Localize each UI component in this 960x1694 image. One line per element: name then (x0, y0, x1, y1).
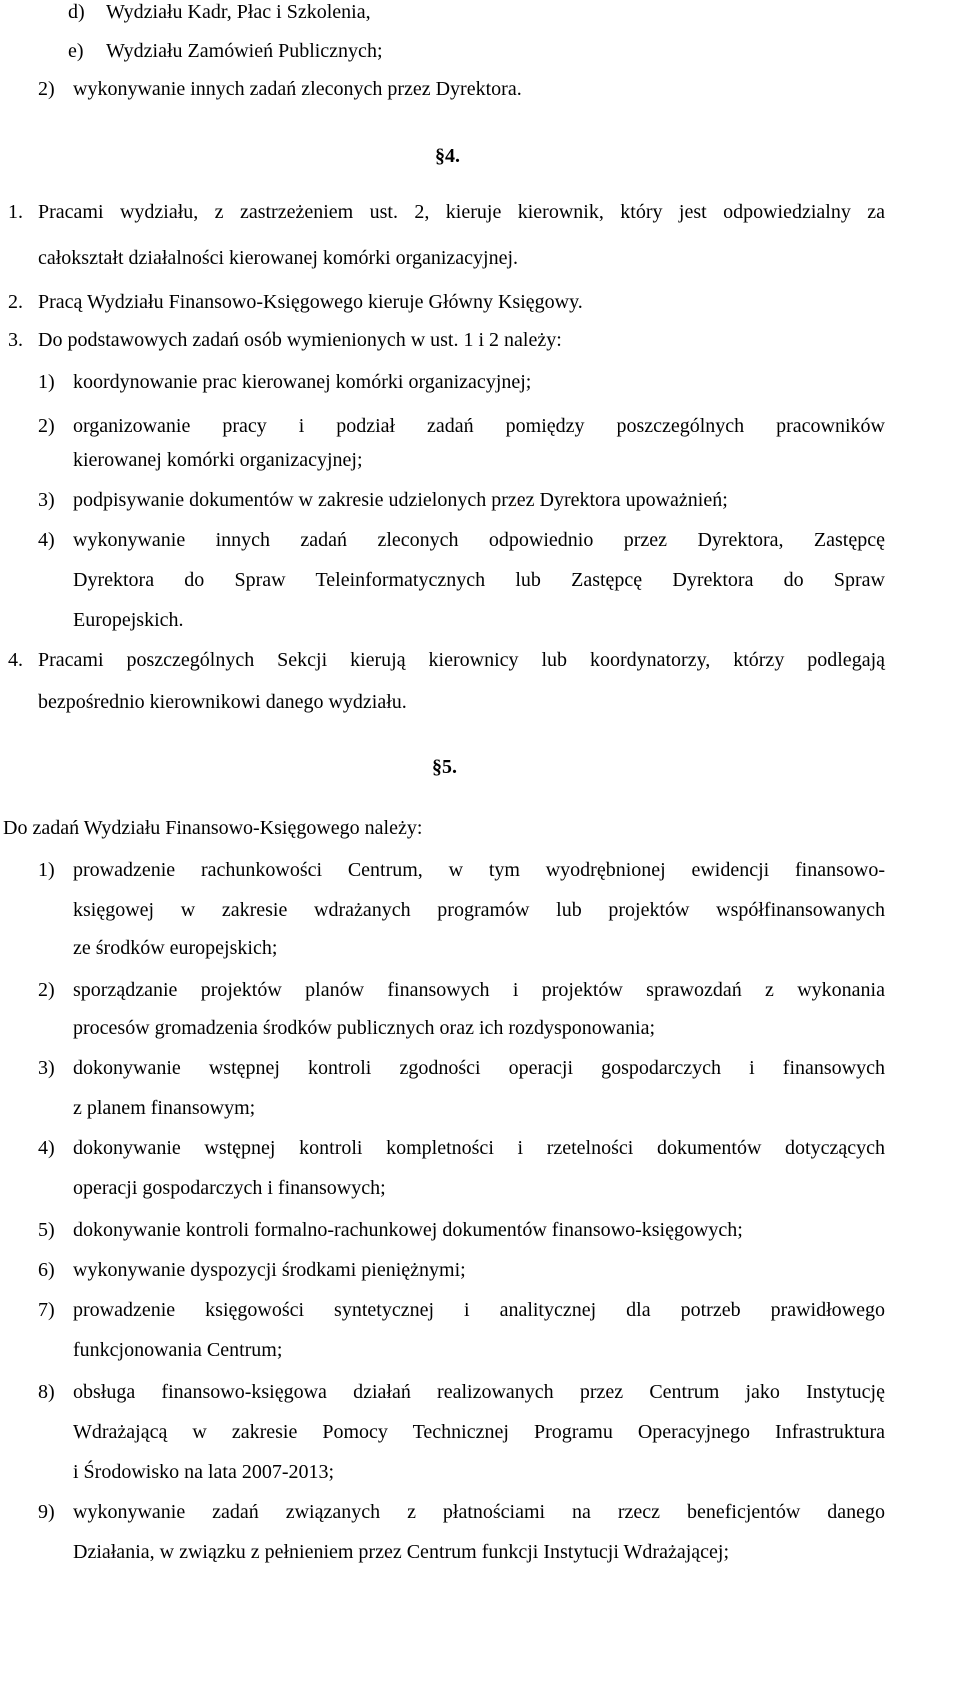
paragraph-marker: 4. (8, 649, 23, 671)
list-item-text: ze środków europejskich; (73, 937, 278, 959)
list-item-text: Europejskich. (73, 609, 184, 631)
paragraph-text: Pracą Wydziału Finansowo-Księgowego kieruje Główny Księgowy. (38, 291, 583, 313)
list-item-1-cont (0, 895, 960, 925)
list-item-text: funkcjonowania Centrum; (73, 1339, 283, 1361)
list-marker: 4) (38, 1137, 55, 1159)
list-item-text: Wydziału Kadr, Płac i Szkolenia, (106, 1, 371, 23)
list-item-text: koordynowanie prac kierowanej komórki organizacyjnej; (73, 371, 532, 393)
list-item-text: kierowanej komórki organizacyjnej; (73, 449, 363, 471)
list-item-text: Wydziału Zamówień Publicznych; (106, 40, 383, 62)
list-item-d (0, 0, 960, 27)
list-item-text: organizowanie pracy i podział zadań pomiędzy poszczególnych pracowników (73, 415, 885, 437)
list-marker: 1) (38, 859, 55, 881)
list-marker: 9) (38, 1501, 55, 1523)
list-item-1 (0, 855, 960, 885)
list-item-3 (0, 485, 960, 515)
list-item-2 (0, 975, 960, 1005)
paragraph-text: całokształt działalności kierowanej komórki organizacyjnej. (38, 247, 519, 269)
list-item-8-cont (0, 1417, 960, 1447)
list-marker: 1) (38, 371, 55, 393)
section-heading: §4. (435, 145, 460, 167)
list-marker: 5) (38, 1219, 55, 1241)
list-item-text: podpisywanie dokumentów w zakresie udzielonych przez Dyrektora upoważnień; (73, 489, 728, 511)
list-item-text: dokonywanie wstępnej kontroli kompletności i rzetelności dokumentów dotyczących (73, 1137, 885, 1159)
list-item-text: procesów gromadzenia środków publicznych oraz ich rozdysponowania; (73, 1017, 656, 1039)
paragraph-marker: 2. (8, 291, 23, 313)
list-item-text: prowadzenie księgowości syntetycznej i analitycznej dla potrzeb prawidłowego (73, 1299, 885, 1321)
list-marker: 3) (38, 1057, 55, 1079)
list-item-text: wykonywanie innych zadań zleconych odpowiednio przez Dyrektora, Zastępcę (73, 529, 885, 551)
list-item-9-cont (0, 1537, 960, 1567)
list-item-text: dokonywanie kontroli formalno-rachunkowej dokumentów finansowo-księgowych; (73, 1219, 743, 1241)
list-item-text: sporządzanie projektów planów finansowych i projektów sprawozdań z wykonania (73, 979, 885, 1001)
list-item-text: Działania, w związku z pełnieniem przez Centrum funkcji Instytucji Wdrażającej; (73, 1541, 730, 1563)
list-item-7 (0, 1295, 960, 1325)
list-marker: 2) (38, 415, 55, 437)
list-item-4-cont (0, 565, 960, 595)
list-item-text: Dyrektora do Spraw Teleinformatycznych lub Zastępcę Dyrektora do Spraw (73, 569, 885, 591)
section-heading-4 (0, 141, 960, 171)
list-item-text: dokonywanie wstępnej kontroli zgodności operacji gospodarczych i finansowych (73, 1057, 885, 1079)
list-item-2 (0, 411, 960, 441)
paragraph-1 (0, 197, 960, 227)
list-item-3 (0, 1053, 960, 1083)
list-item-text: z planem finansowym; (73, 1097, 256, 1119)
list-item-8-cont (0, 1457, 960, 1487)
list-marker: 2) (38, 78, 55, 100)
section-heading-5 (0, 752, 960, 782)
list-item-text: operacji gospodarczych i finansowych; (73, 1177, 386, 1199)
paragraph-text: Do zadań Wydziału Finansowo-Księgowego należy: (3, 817, 423, 839)
paragraph-4-cont (0, 687, 960, 717)
paragraph-marker: 1. (8, 201, 23, 223)
list-item-1 (0, 367, 960, 397)
list-item-6 (0, 1255, 960, 1285)
paragraph-marker: 3. (8, 329, 23, 351)
list-marker: 4) (38, 529, 55, 551)
list-item-4-cont (0, 1173, 960, 1203)
list-item-text: księgowej w zakresie wdrażanych programów lub projektów współfinansowanych (73, 899, 885, 921)
list-item-text: Wdrażającą w zakresie Pomocy Technicznej Programu Operacyjnego Infrastruktura (73, 1421, 885, 1443)
list-marker: 3) (38, 489, 55, 511)
list-item-4 (0, 1133, 960, 1163)
list-item-text: wykonywanie zadań związanych z płatnościami na rzecz beneficjentów danego (73, 1501, 885, 1523)
list-item-text: obsługa finansowo-księgowa działań realizowanych przez Centrum jako Instytucję (73, 1381, 885, 1403)
list-item-text: prowadzenie rachunkowości Centrum, w tym wyodrębnionej ewidencji finansowo- (73, 859, 885, 881)
list-item-e (0, 36, 960, 66)
list-item-1-cont (0, 933, 960, 963)
paragraph-1-cont (0, 243, 960, 273)
list-item-8 (0, 1377, 960, 1407)
paragraph-text: Pracami poszczególnych Sekcji kierują kierownicy lub koordynatorzy, którzy podlegają (38, 649, 885, 671)
list-marker: 7) (38, 1299, 55, 1321)
list-item-text: wykonywanie innych zadań zleconych przez Dyrektora. (73, 78, 522, 100)
list-item-text: wykonywanie dyspozycji środkami pieniężnymi; (73, 1259, 466, 1281)
list-item-2 (0, 74, 960, 104)
list-marker: 8) (38, 1381, 55, 1403)
paragraph-text: bezpośrednio kierownikowi danego wydziału. (38, 691, 407, 713)
list-item-2-cont (0, 445, 960, 475)
paragraph-3 (0, 325, 960, 355)
list-marker: 2) (38, 979, 55, 1001)
list-marker: d) (68, 1, 85, 23)
paragraph-2 (0, 287, 960, 317)
list-item-4 (0, 525, 960, 555)
section-heading: §5. (432, 756, 457, 778)
paragraph-text: Do podstawowych zadań osób wymienionych w ust. 1 i 2 należy: (38, 329, 562, 351)
list-item-7-cont (0, 1335, 960, 1365)
list-item-text: i Środowisko na lata 2007-2013; (73, 1461, 335, 1483)
paragraph-4 (0, 645, 960, 675)
paragraph-text: Pracami wydziału, z zastrzeżeniem ust. 2, kieruje kierownik, który jest odpowiedzialny za (38, 201, 885, 223)
list-item-4-cont (0, 605, 960, 635)
list-item-5 (0, 1215, 960, 1245)
list-marker: 6) (38, 1259, 55, 1281)
list-marker: e) (68, 40, 84, 62)
list-item-9 (0, 1497, 960, 1527)
section-intro (0, 813, 960, 843)
list-item-3-cont (0, 1093, 960, 1123)
list-item-2-cont (0, 1013, 960, 1043)
